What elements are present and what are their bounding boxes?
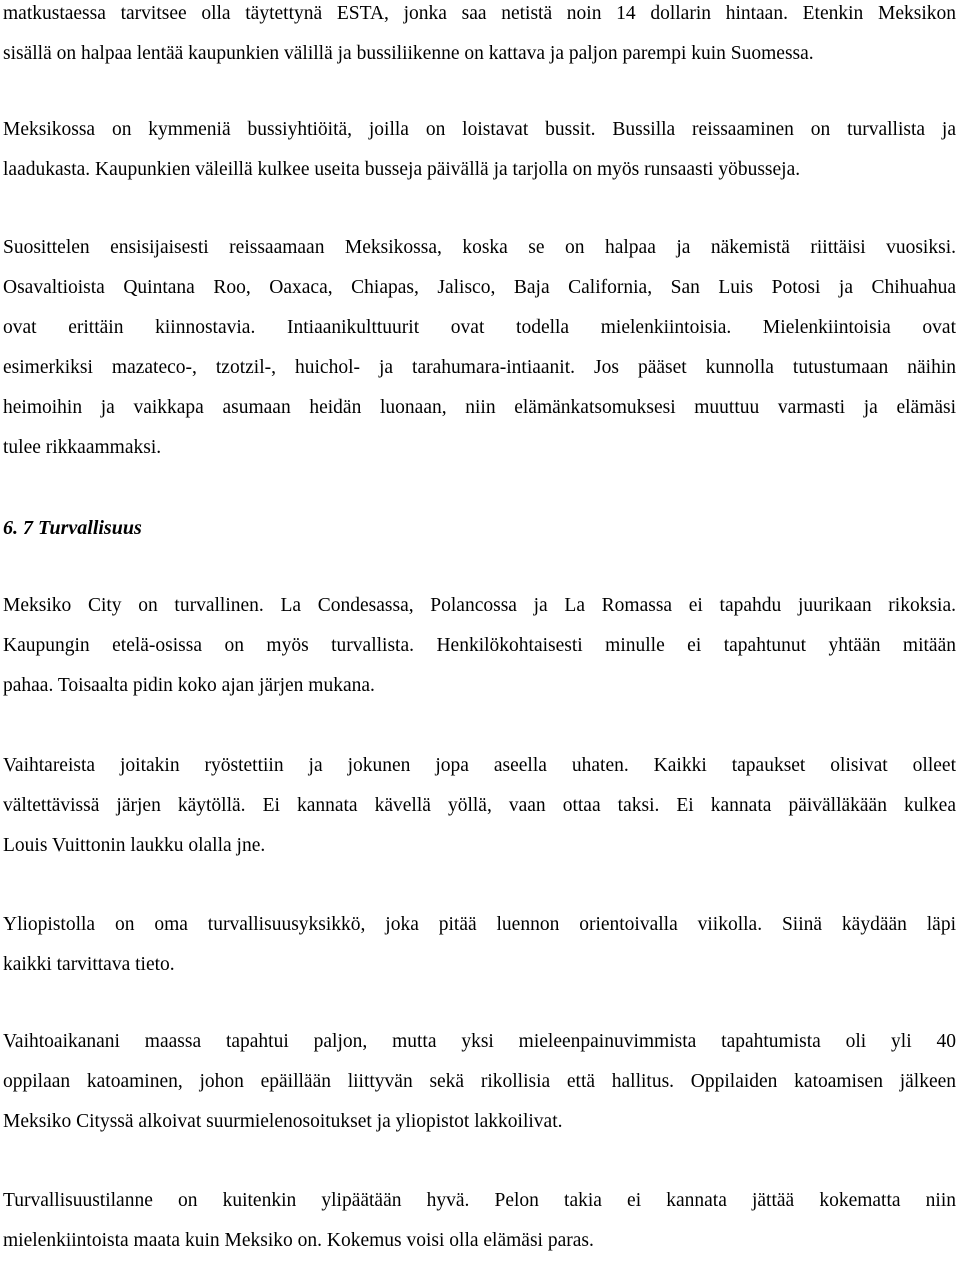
paragraph-robberies	[3, 746, 956, 866]
paragraph-travel-esta	[3, 0, 956, 74]
text-line: ovat erittäin kiinnostavia. Intiaanikulttuurit ovat todella mielenkiintoisia. Mielenkiintoisia ovat	[3, 317, 956, 338]
text-line: Louis Vuittonin laukku olalla jne.	[3, 835, 266, 856]
text-line: esimerkiksi mazateco-, tzotzil-, huichol- ja tarahumara-intiaanit. Jos pääset kunnolla tutustumaan näihin	[3, 357, 956, 378]
text-line: Vaihtareista joitakin ryöstettiin ja jokunen jopa aseella uhaten. Kaikki tapaukset olisivat olleet	[3, 755, 956, 776]
paragraph-bus-companies	[3, 110, 956, 190]
text-line: Suosittelen ensisijaisesti reissaamaan Meksikossa, koska se on halpaa ja näkemistä riittäisi vuosiksi.	[3, 237, 956, 258]
text-line: Vaihtoaikanani maassa tapahtui paljon, mutta yksi mieleenpainuvimmista tapahtumista oli yli 40	[3, 1031, 956, 1052]
text-line: tulee rikkaammaksi.	[3, 437, 162, 458]
paragraph-exchange-events	[3, 1022, 956, 1142]
paragraph-university-security	[3, 905, 956, 985]
text-line: Turvallisuustilanne on kuitenkin ylipäätään hyvä. Pelon takia ei kannata jättää kokematta niin	[3, 1190, 956, 1211]
paragraph-city-safety	[3, 586, 956, 706]
text-line: mielenkiintoista maata kuin Meksiko on. Kokemus voisi olla elämäsi paras.	[3, 1230, 594, 1251]
text-line: Yliopistolla on oma turvallisuusyksikkö, joka pitää luennon orientoivalla viikolla. Siinä käydään läpi	[3, 914, 956, 935]
text-line: kaikki tarvittava tieto.	[3, 954, 175, 975]
text-line: oppilaan katoaminen, johon epäillään liittyvän sekä rikollisia että hallitus. Oppilaiden katoamisen jälkeen	[3, 1071, 956, 1092]
text-line: laadukasta. Kaupunkien väleillä kulkee useita busseja päivällä ja tarjolla on myös runsaasti yöbusseja.	[3, 159, 801, 180]
paragraph-recommendations	[3, 228, 956, 468]
paragraph-conclusion	[3, 1181, 956, 1261]
text-line: Meksiko Cityssä alkoivat suurmielenosoitukset ja yliopistot lakkoilivat.	[3, 1111, 563, 1132]
text-line: Meksikossa on kymmeniä bussiyhtiöitä, joilla on loistavat bussit. Bussilla reissaaminen on turvallista ja	[3, 119, 956, 140]
text-line: vältettävissä järjen käytöllä. Ei kannata kävellä yöllä, vaan ottaa taksi. Ei kannata päivälläkään kulkea	[3, 795, 956, 816]
section-heading: 6. 7 Turvallisuus	[3, 517, 142, 539]
text-line: pahaa. Toisaalta pidin koko ajan järjen mukana.	[3, 675, 375, 696]
text-line: heimoihin ja vaikkapa asumaan heidän luonaan, niin elämänkatsomuksesi muuttuu varmasti ja elämäsi	[3, 397, 956, 418]
text-line: Osavaltioista Quintana Roo, Oaxaca, Chiapas, Jalisco, Baja California, San Luis Potosi ja Chihuahua	[3, 277, 956, 298]
text-line: sisällä on halpaa lentää kaupunkien välillä ja bussiliikenne on kattava ja paljon parempi kuin Suomessa.	[3, 43, 814, 64]
text-line: Kaupungin etelä-osissa on myös turvallista. Henkilökohtaisesti minulle ei tapahtunut yhtään mitään	[3, 635, 956, 656]
text-line: Meksiko City on turvallinen. La Condesassa, Polancossa ja La Romassa ei tapahdu juurikaan rikoksia.	[3, 595, 956, 616]
text-line: matkustaessa tarvitsee olla täytettynä ESTA, jonka saa netistä noin 14 dollarin hintaan. Etenkin Meksikon	[3, 3, 956, 24]
